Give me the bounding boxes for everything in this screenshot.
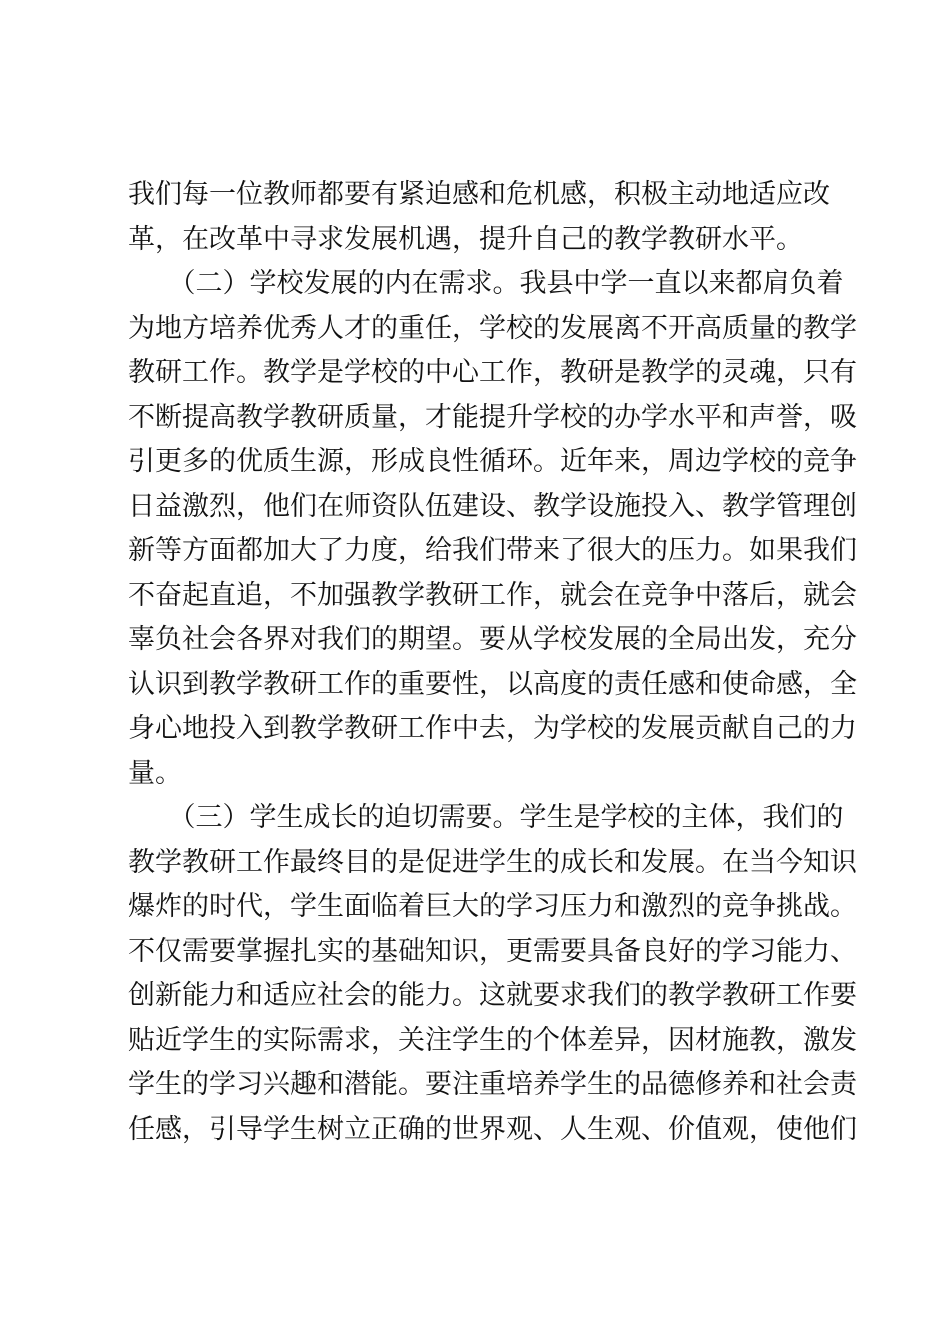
text-line: 引更多的优质生源，形成良性循环。近年来，周边学校的竞争 (128, 446, 857, 477)
text-line: 贴近学生的实际需求，关注学生的个体差异，因材施教，激发 (128, 1025, 857, 1056)
text-line: 爆炸的时代，学生面临着巨大的学习压力和激烈的竞争挑战。 (128, 891, 857, 922)
text-line: 日益激烈，他们在师资队伍建设、教学设施投入、教学管理创 (128, 491, 857, 522)
text-line: （二）学校发展的内在需求。我县中学一直以来都肩负着 (128, 268, 844, 299)
text-line: 认识到教学教研工作的重要性，以高度的责任感和使命感，全 (128, 669, 857, 700)
text-line: 辜负社会各界对我们的期望。要从学校发展的全局出发，充分 (128, 624, 857, 655)
text-line: 量。 (128, 758, 182, 789)
text-line: 创新能力和适应社会的能力。这就要求我们的教学教研工作要 (128, 980, 857, 1011)
text-line: 教研工作。教学是学校的中心工作，教研是教学的灵魂，只有 (128, 357, 857, 388)
text-line: 革，在改革中寻求发展机遇，提升自己的教学教研水平。 (128, 224, 803, 255)
text-line: 新等方面都加大了力度，给我们带来了很大的压力。如果我们 (128, 535, 857, 566)
text-line: 教学教研工作最终目的是促进学生的成长和发展。在当今知识 (128, 847, 857, 878)
text-line: 不断提高教学教研质量，才能提升学校的办学水平和声誉，吸 (128, 402, 857, 433)
text-line: 身心地投入到教学教研工作中去，为学校的发展贡献自己的力 (128, 713, 857, 744)
text-line: 我们每一位教师都要有紧迫感和危机感，积极主动地适应改 (128, 179, 830, 210)
text-line: 学生的学习兴趣和潜能。要注重培养学生的品德修养和社会责 (128, 1069, 857, 1100)
text-line: （三）学生成长的迫切需要。学生是学校的主体，我们的 (128, 802, 844, 833)
text-line: 为地方培养优秀人才的重任，学校的发展离不开高质量的教学 (128, 313, 857, 344)
text-line: 不仅需要掌握扎实的基础知识，更需要具备良好的学习能力、 (128, 936, 857, 967)
text-line: 任感，引导学生树立正确的世界观、人生观、价值观，使他们 (128, 1114, 857, 1145)
text-line: 不奋起直追，不加强教学教研工作，就会在竞争中落后，就会 (128, 580, 857, 611)
